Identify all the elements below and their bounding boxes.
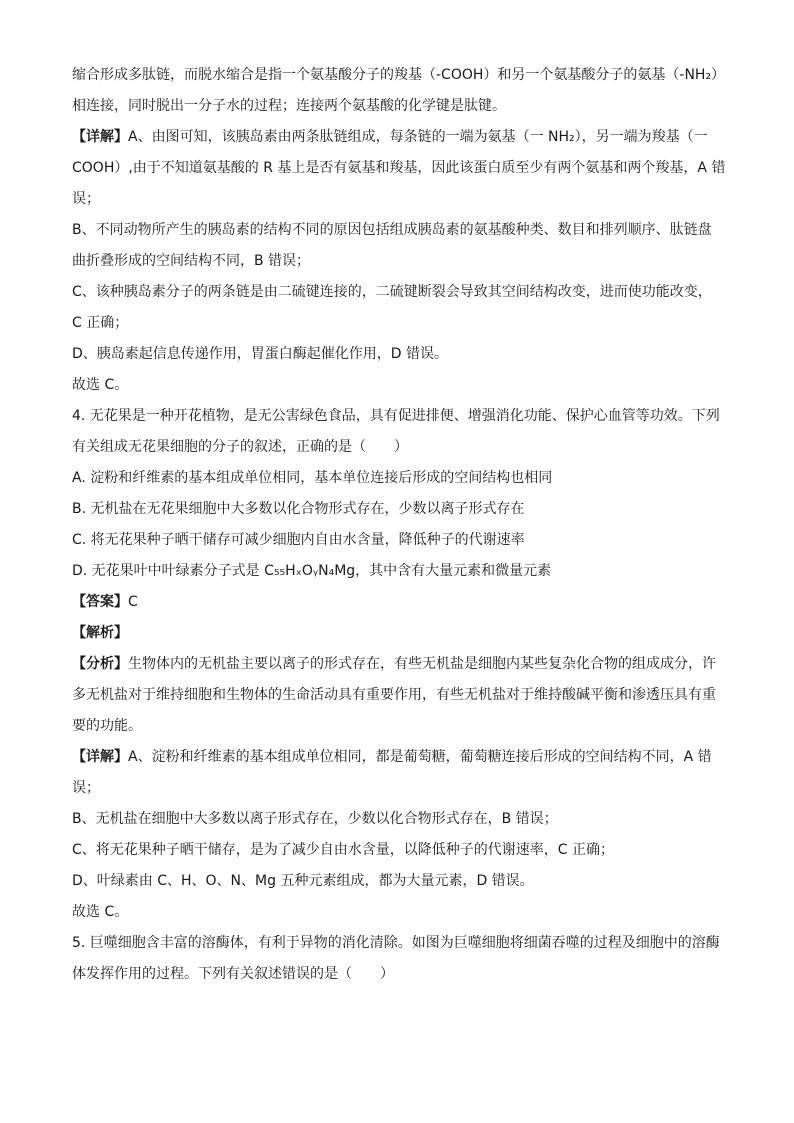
detail-tag: 【详解】 — [72, 129, 128, 145]
question-stem: 有关组成无花果细胞的分子的叙述，正确的是（ ） — [72, 439, 408, 455]
detail-line — [72, 122, 724, 153]
analysis-line — [72, 649, 724, 680]
option-d — [72, 556, 724, 587]
detail-tag: 【详解】 — [72, 749, 128, 765]
option-b: B. 无机盐在无花果细胞中大多数以化合物形式存在，少数以离子形式存在 — [72, 501, 525, 517]
analysis-line: 要的功能。 — [72, 718, 142, 734]
detail-line: C 正确； — [72, 315, 129, 331]
detail-line: 曲折叠形成的空间结构不同，B 错误； — [72, 253, 311, 269]
detail-line: 误； — [72, 191, 100, 207]
answer-value: C — [128, 594, 138, 610]
analysis-tag: 【分析】 — [72, 656, 128, 672]
detail-line: 故选 C。 — [72, 377, 129, 393]
detail-text: A、淀粉和纤维素的基本组成单位相同，都是葡萄糖，葡萄糖连接后形成的空间结构不同，A 错 — [128, 749, 712, 765]
detail-line: D、叶绿素由 C、H、O、N、Mg 五种元素组成，都为大量元素，D 错误。 — [72, 873, 534, 889]
document-page — [72, 60, 724, 990]
option-d-suffix: ，其中含有大量元素和微量元素 — [355, 563, 552, 579]
analysis-line: 多无机盐对于维持细胞和生物体的生命活动具有重要作用，有些无机盐对于维持酸碱平衡和渗透压具有重 — [72, 687, 716, 703]
question-stem: 5. 巨噬细胞含丰富的溶酶体，有利于异物的消化清除。如图为巨噬细胞将细菌吞噬的过程及细胞中的溶酶 — [72, 935, 720, 951]
chlorophyll-formula: C₅₅HₓOᵧN₄Mg — [264, 563, 356, 579]
analysis-label: 【解析】 — [72, 625, 128, 641]
option-c: C. 将无花果种子晒干储存可减少细胞内自由水含量，降低种子的代谢速率 — [72, 532, 525, 548]
detail-line: 误； — [72, 780, 100, 796]
detail-line: B、无机盐在细胞中大多数以离子形式存在，少数以化合物形式存在，B 错误； — [72, 811, 558, 827]
question-stem: 4. 无花果是一种开花植物，是无公害绿色食品，具有促进排便、增强消化功能、保护心血管等功效。下列 — [72, 408, 720, 424]
detail-text: A、由图可知，该胰岛素由两条肽链组成，每条链的一端为氨基（一 NH₂），另一端为羧基（一 — [128, 129, 708, 145]
option-d-prefix: D. 无花果叶中叶绿素分子式是 — [72, 563, 265, 579]
answer-label: 【答案】 — [72, 594, 128, 610]
analysis-heading — [72, 618, 724, 649]
detail-line: B、不同动物所产生的胰岛素的结构不同的原因包括组成胰岛素的氨基酸种类、数目和排列顺序、肽链盘 — [72, 222, 712, 238]
detail-line: 故选 C。 — [72, 904, 129, 920]
detail-line: COOH）,由于不知道氨基酸的 R 基上是否有氨基和羧基，因此该蛋白质至少有两个氨基和两个羧基，A 错 — [72, 160, 726, 176]
paragraph-line: 相连接，同时脱出一分子水的过程；连接两个氨基酸的化学键是肽键。 — [72, 98, 506, 114]
paragraph-line: 缩合形成多肽链，而脱水缩合是指一个氨基酸分子的羧基（-COOH）和另一个氨基酸分子的氨基（-NH₂） — [72, 67, 726, 83]
question-stem: 体发挥作用的过程。下列有关叙述错误的是（ ） — [72, 966, 394, 982]
detail-line: D、胰岛素起信息传递作用，胃蛋白酶起催化作用，D 错误。 — [72, 346, 449, 362]
analysis-text: 生物体内的无机盐主要以离子的形式存在，有些无机盐是细胞内某些复杂化合物的组成成分，许 — [128, 656, 716, 672]
option-a: A. 淀粉和纤维素的基本组成单位相同，基本单位连接后形成的空间结构也相同 — [72, 470, 553, 486]
detail-line — [72, 742, 724, 773]
detail-line: C、将无花果种子晒干储存，是为了减少自由水含量，以降低种子的代谢速率，C 正确； — [72, 842, 614, 858]
answer-line — [72, 587, 724, 618]
detail-line: C、该种胰岛素分子的两条链是由二硫键连接的，二硫键断裂会导致其空间结构改变，进而使功能改变， — [72, 284, 712, 300]
